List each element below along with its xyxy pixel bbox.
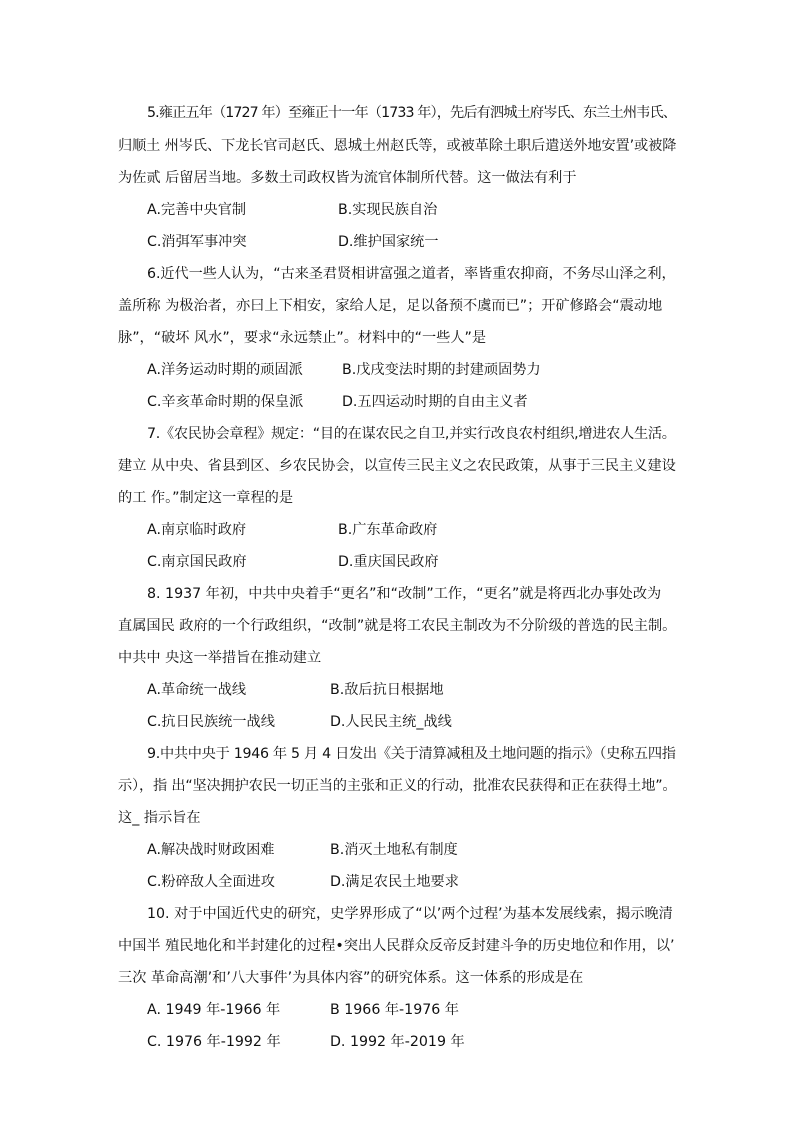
question-6-stem-line-1: 6.近代一些人认为，“古来圣君贤相讲富强之道者，率皆重农抑商，不务尽山泽之利， [147,266,676,282]
question-5-stem-line-3: 为佐贰 后留居当地。多数土司政权皆为流官体制所代替。这一做法有利于 [118,170,577,186]
question-10-option-c[interactable]: C. 1976 年-1992 年 [147,1034,281,1050]
question-9-stem-line-1: 9.中共中央于 1946 年 5 月 4 日发出《关于清算减租及土地问题的指示》（史称五四指 [147,746,676,762]
question-10-stem-line-3: 三次 革命高潮’和’八大事件’为具体内容”的研究体系。这一体系的形成是在 [118,970,584,986]
question-7-stem-line-2: 建立 从中央、省县到区、乡农民协会，以宣传三民主义之农民政策，从事于三民主义建设 [118,458,676,474]
question-7-stem-line-3: 的工 作。”制定这一章程的是 [118,490,294,506]
question-8-stem-line-2: 直属国民 政府的一个行政组织，“改制”就是将工农民主制改为不分阶级的普选的民主制。 [118,618,677,634]
question-6-stem-line-3: 脉”，“破坏 风水”，要求“永远禁止”。材料中的“一些人”是 [118,330,487,346]
question-6-option-a[interactable]: A.洋务运动时期的顽固派 [147,362,303,378]
question-9-stem-line-2: 示），指 出“坚决拥护农民一切正当的主张和正义的行动，批准农民获得和正在获得土地”。 [118,778,677,794]
question-6-option-d[interactable]: D.五四运动时期的自由主义者 [342,394,528,410]
question-5-option-a[interactable]: A.完善中央官制 [147,202,247,218]
question-8-stem-line-3: 中共中 央这一举措旨在推动建立 [118,650,322,666]
question-8-stem-line-1: 8. 1937 年初，中共中央着手“更名”和“改制”工作，“更名”就是将西北办事处改为 [147,586,662,602]
question-8-option-a[interactable]: A.革命统一战线 [147,682,247,698]
question-9-option-d[interactable]: D.满足农民土地要求 [330,874,459,890]
question-10-option-d[interactable]: D. 1992 年-2019 年 [330,1034,465,1050]
question-5-option-d[interactable]: D.维护国家统一 [338,234,439,250]
question-6-stem-line-2: 盖所称 为极治者，亦曰上下相安，家给人足，足以备预不虞而已”；开矿修路会“震动地 [118,298,663,314]
question-7-stem-line-1: 7.《农民协会章程》规定：“目的在谋农民之自卫,并实行改良农村组织,增进农人生活。 [147,426,676,442]
question-5-stem-line-2: 归顺土 州岑氏、下龙长官司赵氏、恩城土州赵氏等，或被革除土职后遣送外地安置’或被降 [118,138,677,154]
question-10-option-a[interactable]: A. 1949 年-1966 年 [147,1002,281,1018]
question-9-option-a[interactable]: A.解决战时财政困难 [147,842,275,858]
question-9-stem-line-3: 这_ 指示旨在 [118,810,201,826]
question-7-option-d[interactable]: D.重庆国民政府 [338,554,439,570]
question-9-option-b[interactable]: B.消灭土地私有制度 [330,842,458,858]
question-8-option-d[interactable]: D.人民民主统_战线 [330,714,452,730]
question-8-option-c[interactable]: C.抗日民族统一战线 [147,714,275,730]
question-8-option-b[interactable]: B.敌后抗日根据地 [330,682,444,698]
question-7-option-a[interactable]: A.南京临时政府 [147,522,247,538]
question-7-option-c[interactable]: C.南京国民政府 [147,554,247,570]
question-5-stem-line-1: 5.雍正五年（1727 年）至雍正十一年（1733 年），先后有泗城土府岑氏、东兰土州韦氏、 [147,105,677,121]
question-5-option-b[interactable]: B.实现民族自治 [338,202,438,218]
question-7-option-b[interactable]: B.广东革命政府 [338,522,438,538]
question-9-option-c[interactable]: C.粉碎敌人全面进攻 [147,874,275,890]
question-10-option-b[interactable]: B 1966 年-1976 年 [330,1002,459,1018]
question-5-option-c[interactable]: C.消弭军事冲突 [147,234,247,250]
question-6-option-b[interactable]: B.戊戌变法时期的封建顽固势力 [342,362,541,378]
question-10-stem-line-2: 中国半 殖民地化和半封建化的过程•突出人民群众反帝反封建斗争的历史地位和作用，以’ [118,938,675,954]
question-10-stem-line-1: 10. 对于中国近代史的研究，史学界形成了“以’两个过程’为基本发展线索，揭示晚清 [147,906,673,922]
question-6-option-c[interactable]: C.辛亥革命时期的保皇派 [147,394,304,410]
